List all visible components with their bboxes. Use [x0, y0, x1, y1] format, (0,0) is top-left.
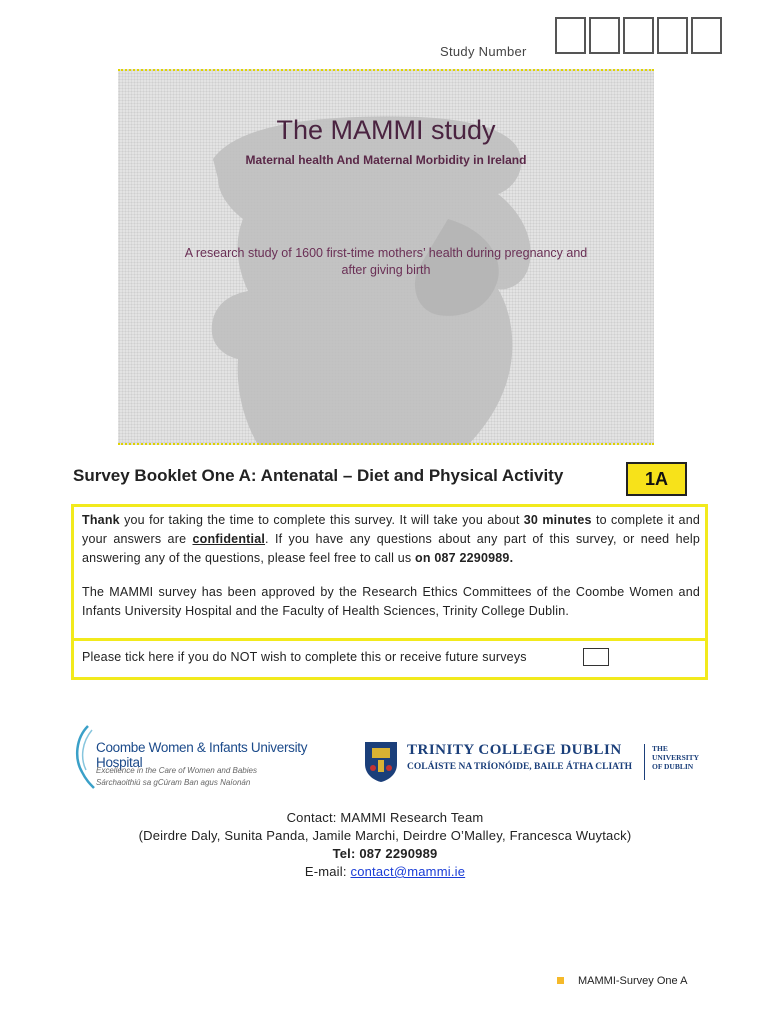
coombe-hospital-name: Coombe Women & Infants University Hospital [96, 740, 308, 770]
email-link[interactable]: contact@mammi.ie [350, 864, 466, 879]
coombe-hospital-logo [70, 722, 340, 794]
study-number-digit-box[interactable] [691, 17, 722, 54]
tcd-univ-line3: OF DUBLIN [652, 762, 694, 771]
intro-text-b: to complete it and your answers are [82, 513, 700, 546]
info-box [71, 504, 708, 680]
tcd-university-text [652, 744, 712, 771]
hero-bottom-border [118, 439, 654, 445]
study-number-digit-box[interactable] [589, 17, 620, 54]
contact-names: (Deirdre Daly, Sunita Panda, Jamile Marchi, Deirdre O’Malley, Francesca Wuytack) [138, 828, 632, 843]
hero-subtitle: Maternal health And Maternal Morbidity in Ireland [245, 153, 527, 167]
tcd-crest-icon [363, 740, 399, 782]
contact-title: Contact: MAMMI Research Team [286, 810, 484, 825]
tcd-name: TRINITY COLLEGE DUBLIN [407, 742, 622, 758]
study-number-boxes [555, 17, 722, 54]
study-number-digit-box[interactable] [657, 17, 688, 54]
confidential-text: confidential [192, 532, 266, 546]
footer-square-icon [557, 977, 564, 984]
booklet-badge: 1A [626, 462, 687, 496]
contact-telephone: Tel: 087 2290989 [332, 846, 438, 861]
coombe-swirl-icon [70, 724, 96, 790]
intro-text-c: . If you have any questions about any part of this survey, or need help answering any of the questions, please feel free to call us [82, 532, 701, 565]
hero-description-line2: after giving birth [341, 263, 431, 277]
tcd-univ-line2: UNIVERSITY [652, 753, 700, 762]
duration-text: 30 minutes [523, 513, 592, 527]
info-divider [74, 638, 705, 641]
coombe-tagline-english: Excellence in the Care of Women and Babies [96, 766, 257, 775]
hero-top-border [118, 69, 654, 75]
hero-title: The MAMMI study [276, 115, 496, 145]
optout-label: Please tick here if you do NOT wish to complete this or receive future surveys [82, 650, 527, 664]
coombe-tagline-irish: Sárchaoithiú sa gCúram Ban agus Naíonán [96, 778, 251, 787]
tcd-separator [644, 744, 645, 780]
study-number-digit-box[interactable] [555, 17, 586, 54]
optout-checkbox[interactable] [583, 648, 609, 666]
trinity-college-logo [363, 740, 703, 788]
footer-text: MAMMI-Survey One A [578, 975, 688, 987]
hero-description-line1: A research study of 1600 first-time mothers’ health during pregnancy and [184, 246, 588, 260]
study-number-digit-box[interactable] [623, 17, 654, 54]
ethics-paragraph: The MAMMI survey has been approved by the Research Ethics Committees of the Coombe Women and Infants University Hospital and the Faculty of Health Sciences, Trinity College Dublin. [82, 585, 700, 618]
hero-banner [118, 69, 654, 445]
tcd-irish-name: COLÁISTE NA TRÍONÓIDE, BAILE ÁTHA CLIATH [407, 762, 633, 772]
email-label: E-mail: [304, 864, 351, 879]
thank-word: Thank [82, 513, 120, 527]
booklet-title: Survey Booklet One A: Antenatal – Diet and Physical Activity [73, 466, 564, 485]
tcd-univ-line1: THE [652, 744, 668, 753]
intro-paragraph [82, 511, 700, 568]
phone-text: on 087 2290989. [415, 551, 514, 565]
intro-text-a: you for taking the time to complete this survey. It will take you about [119, 513, 524, 527]
contact-email-line [0, 864, 770, 879]
hero-description [158, 245, 614, 279]
study-number-label: Study Number [440, 44, 527, 59]
